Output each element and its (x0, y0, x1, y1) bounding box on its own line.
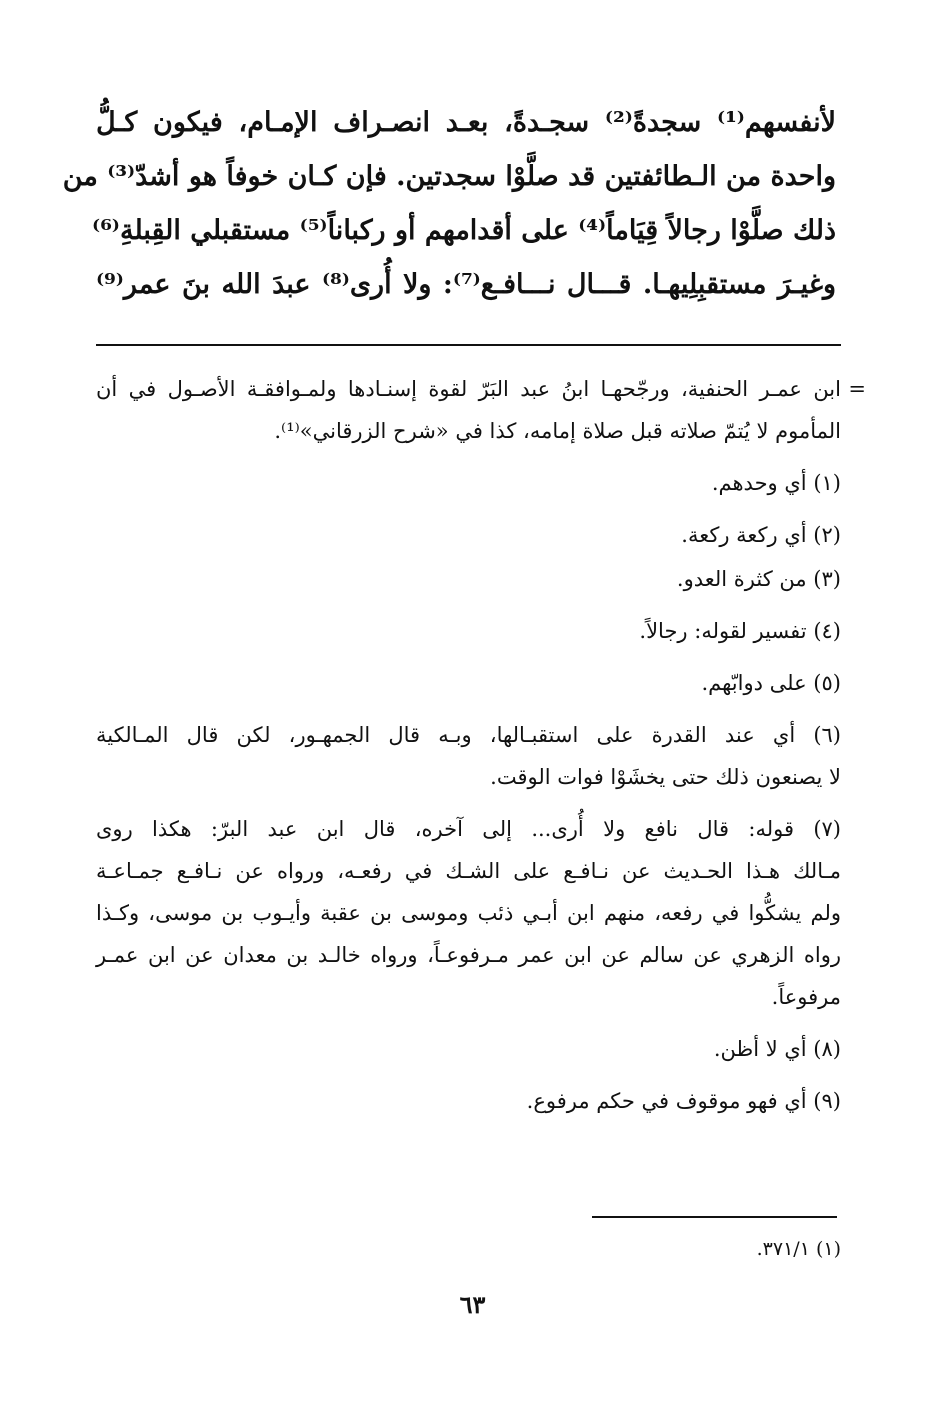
footnote-line: (٣) من كثرة العدو. (676, 567, 841, 591)
footnote-line: (٥) على دوابّهم. (701, 671, 841, 695)
sub-footnote: (١) ٣٧١/١. (756, 1238, 841, 1260)
footnote-4 (96, 610, 841, 652)
page-number: ٦٣ (459, 1290, 486, 1319)
footnote-1 (96, 462, 841, 504)
footnote-9 (96, 1080, 841, 1122)
footnote-line: (٦) أي عند القدرة على استقبـالها، وبـه قال الجمهـور، لكن قال المـالكية (96, 723, 841, 747)
main-text-line: لأنفسهم⁽¹⁾ سجدةً⁽²⁾ سجـدةً، بعـد انصـراف الإمـام، فيكون كـلُّ (96, 107, 837, 138)
main-text (62, 96, 837, 312)
footnote-line: (٩) أي فهو موقوف في حكم مرفوع. (526, 1089, 841, 1113)
main-text-line: وغيـرَ مستقبِلِيهـا. قـــال نـــافـع⁽⁷⁾: ولا أُرى⁽⁸⁾ عبدَ الله بنَ عمر⁽⁹⁾ (96, 269, 836, 300)
footnote-line: مـالك هـذا الحـديث عن نـافـع على الشـك في رفعـه، ورواه عن نـافـع جمـاعـة (96, 859, 841, 883)
footnote-line: (٨) أي لا أظن. (713, 1037, 841, 1061)
footnote-line: (٧) قوله: قال نافع ولا أُرى... إلى آخره، قال ابن عبد البرّ: هكذا روى (96, 817, 841, 841)
footnote-3 (96, 558, 841, 600)
footnote-7 (96, 808, 841, 1018)
footnote-5 (96, 662, 841, 704)
footnote-continuation (96, 368, 866, 452)
footnote-line: ولم يشكُّوا في رفعه، منهم ابن أبـي ذئب وموسى بن عقبة وأيـوب بن موسى، وكـذا (96, 901, 841, 925)
footnote-8 (96, 1028, 841, 1070)
footnote-line: ابن عمـر الحنفية، ورجّحهـا ابنُ عبد البَرّ لقوة إسنـادها ولمـوافقـة الأصـول في أن (96, 377, 841, 401)
footnote-line: (٢) أي ركعة ركعة. (681, 523, 841, 547)
footnote-line: (٤) تفسير لقوله: رجالاً. (639, 619, 841, 643)
continuation-marker: = (848, 377, 866, 401)
footnote-6 (96, 714, 841, 798)
footnote-2 (96, 514, 841, 556)
footnote-line: مرفوعاً. (771, 985, 841, 1009)
main-text-line: واحدة من الـطائفتين قد صلَّوْا سجدتين. فإن كـان خوفاً هو أشدّ⁽³⁾ من (62, 161, 836, 192)
footnotes (96, 368, 866, 1122)
footnote-divider (96, 344, 841, 346)
footnote-line: لا يصنعون ذلك حتى يخشَوْا فوات الوقت. (490, 765, 841, 789)
footnote-line: رواه الزهري عن سالم عن ابن عمر مـرفوعـاً، ورواه خالـد بن معدان عن ابن عمـر (96, 943, 841, 967)
footnote-line: المأموم لا يُتمّ صلاته قبل صلاة إمامه، كذا في «شرح الزرقاني»⁽¹⁾. (274, 419, 841, 443)
footnote-line: (١) أي وحدهم. (711, 471, 841, 495)
sub-footnote-divider (592, 1216, 837, 1218)
main-text-line: ذلك صلَّوْا رجالاً قِيَاماً⁽⁴⁾ على أقدامهم أو ركباناً⁽⁵⁾ مستقبلي القِبلةِ⁽⁶⁾ (92, 215, 836, 246)
